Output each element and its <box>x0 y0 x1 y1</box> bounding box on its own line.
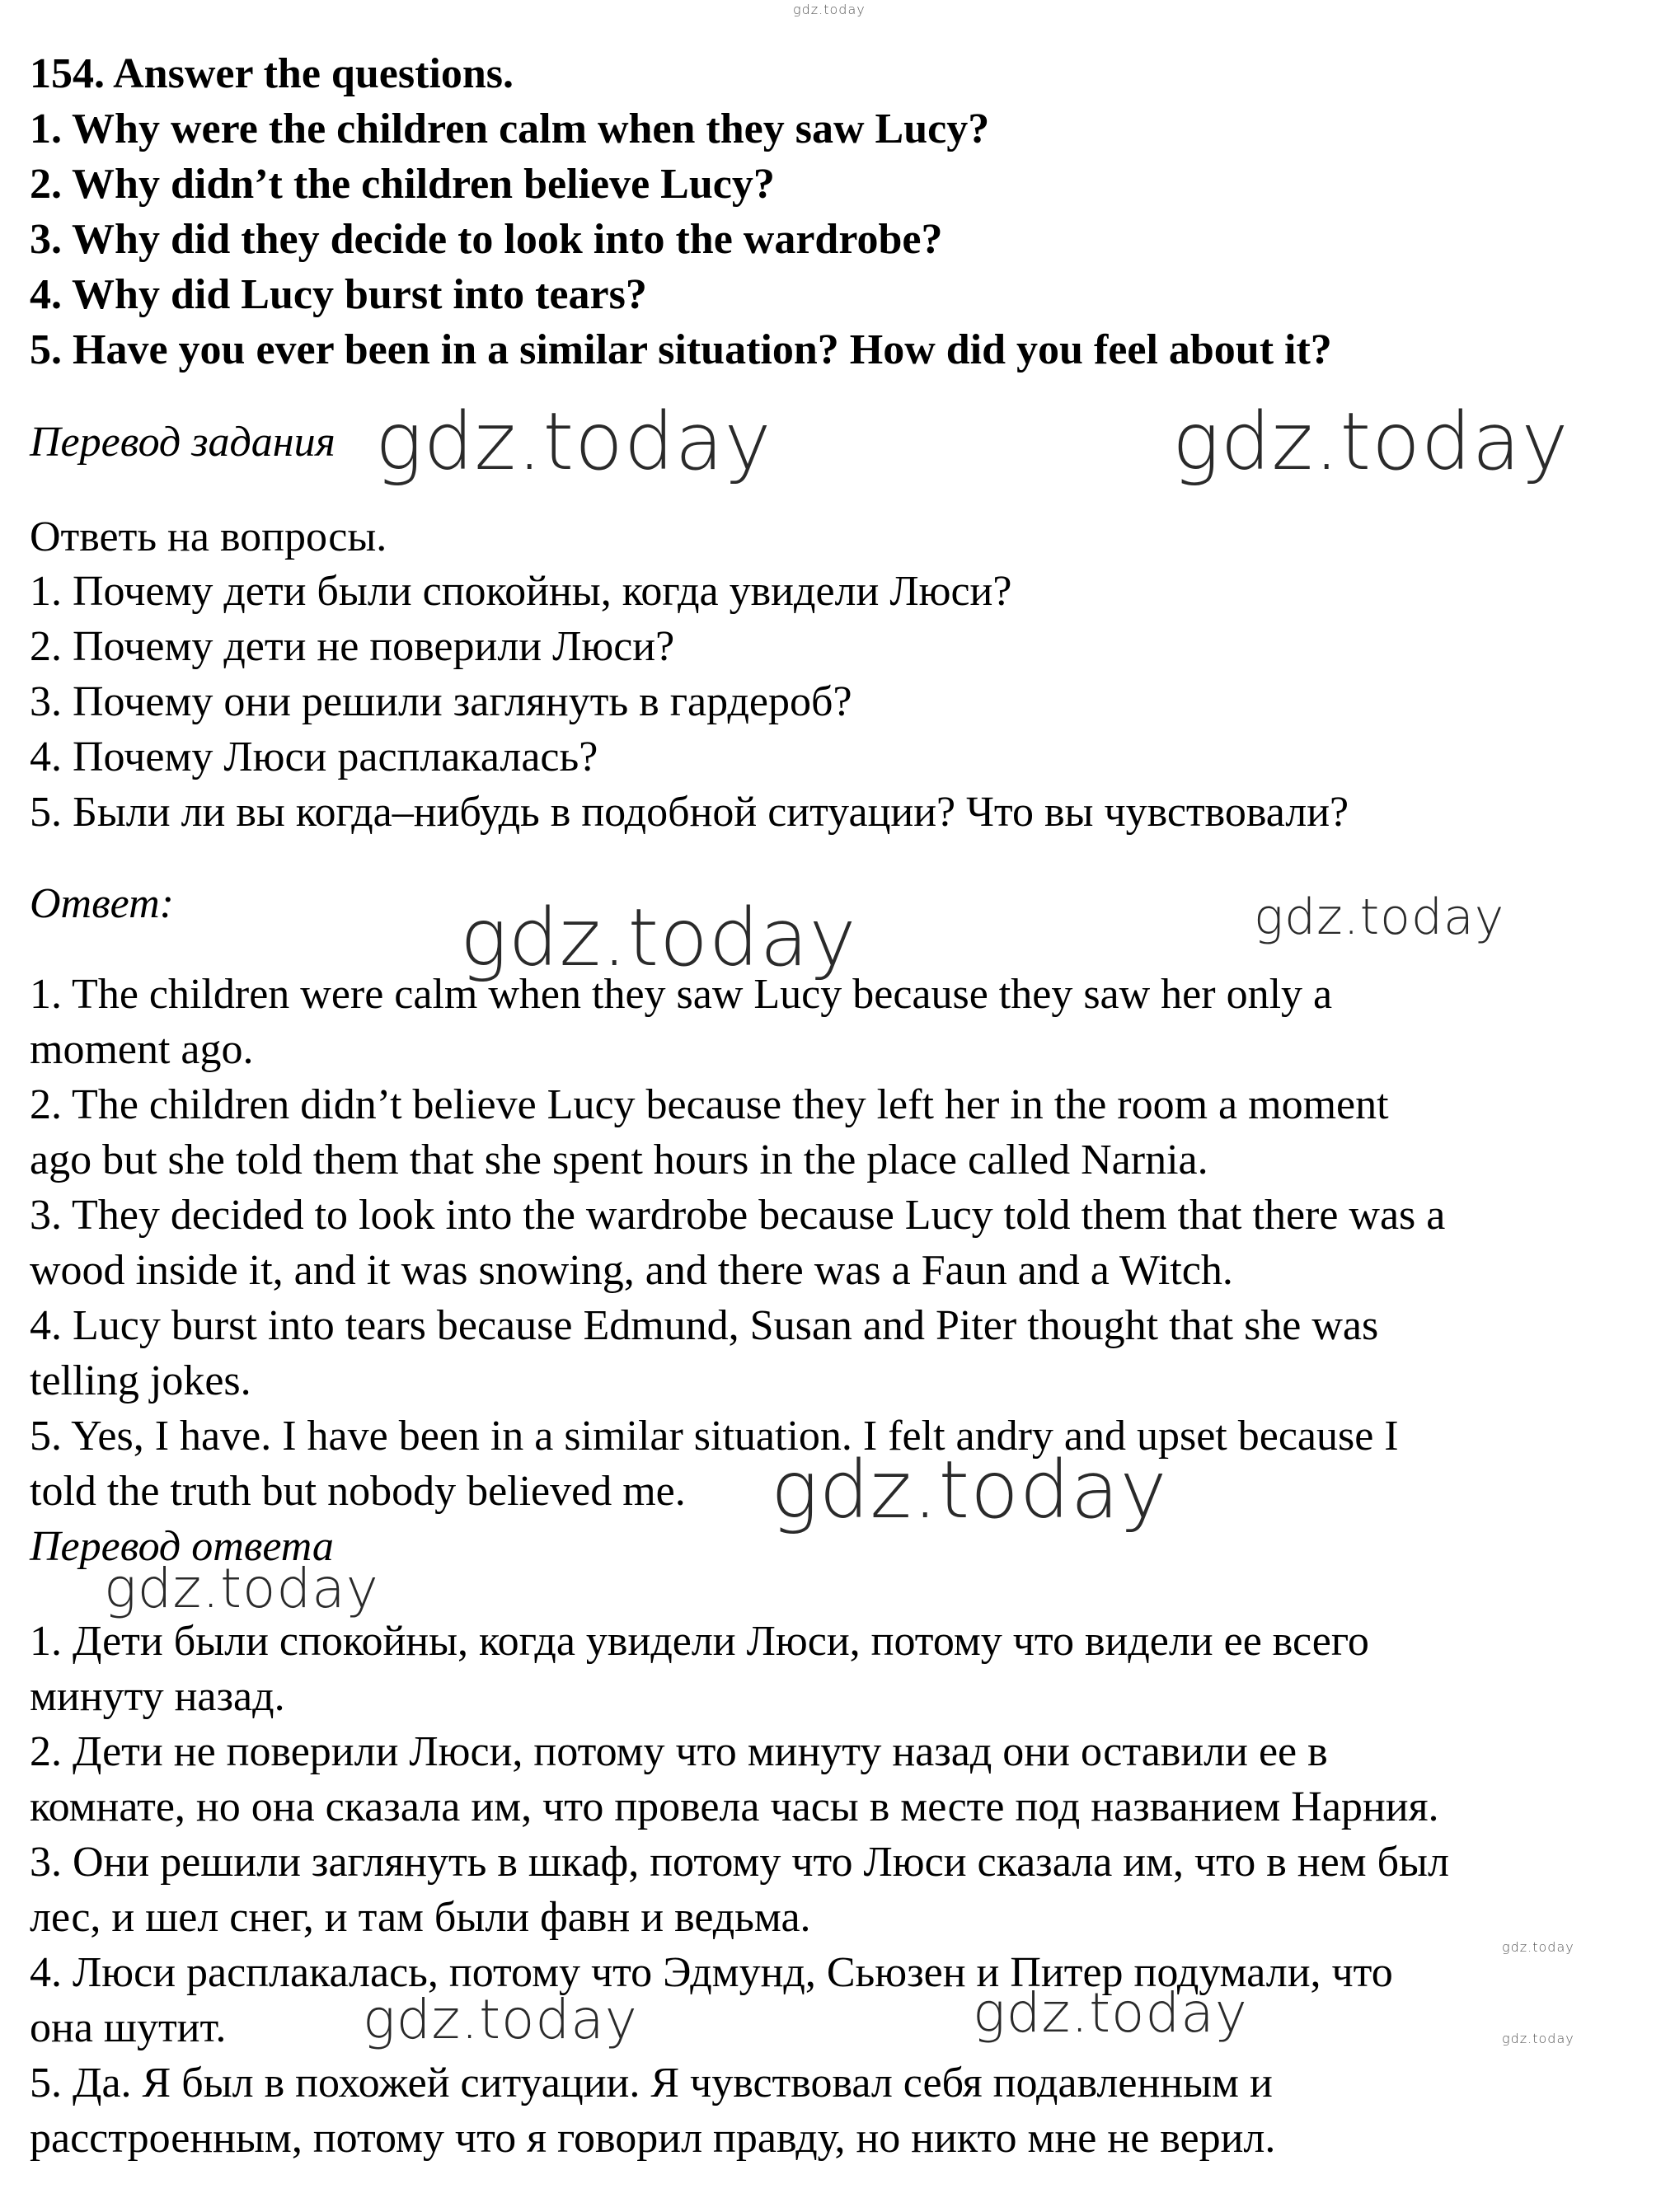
task-translation-question-4: 4. Почему Люси расплакалась? <box>30 733 598 780</box>
answer-line-9: 5. Yes, I have. I have been in a similar situation. I felt andry and upset because I <box>30 1413 1399 1460</box>
answer-translation-line-7: 4. Люси расплакалась, потому что Эдмунд, Сьюзен и Питер подумали, что <box>30 1949 1393 1996</box>
exercise-title: 154. Answer the questions. <box>30 50 514 97</box>
task-translation-heading: Перевод задания <box>30 419 335 466</box>
question-5: 5. Have you ever been in a similar situation? How did you feel about it? <box>30 326 1332 373</box>
watermark-task-2: gdz.today <box>1172 396 1570 488</box>
answer-line-4: ago but she told them that she spent hours in the place called Narnia. <box>30 1136 1208 1183</box>
answer-line-1: 1. The children were calm when they saw Lucy because they saw her only a <box>30 971 1333 1018</box>
answer-line-10: told the truth but nobody believed me. <box>30 1468 686 1515</box>
task-translation-question-3: 3. Почему они решили заглянуть в гардероб? <box>30 678 852 725</box>
watermark-side-2: gdz.today <box>1502 2031 1574 2046</box>
task-translation-question-1: 1. Почему дети были спокойны, когда увидели Люси? <box>30 568 1012 615</box>
question-3: 3. Why did they decide to look into the wardrobe? <box>30 216 943 263</box>
answer-translation-line-4: комнате, но она сказала им, что провела часы в месте под названием Нарния. <box>30 1783 1439 1830</box>
watermark-task-1: gdz.today <box>375 396 772 488</box>
question-4: 4. Why did Lucy burst into tears? <box>30 271 647 318</box>
question-2: 2. Why didn’t the children believe Lucy? <box>30 161 775 208</box>
watermark-translation-1: gdz.today <box>104 1557 379 1620</box>
watermark-translation-2: gdz.today <box>363 1988 638 2051</box>
answer-line-8: telling jokes. <box>30 1357 251 1404</box>
watermark-answer-3: gdz.today <box>771 1444 1168 1536</box>
answer-line-2: moment ago. <box>30 1026 254 1073</box>
watermark-translation-3: gdz.today <box>973 1981 1248 2045</box>
answer-translation-heading: Перевод ответа <box>30 1523 334 1570</box>
answer-line-7: 4. Lucy burst into tears because Edmund, Susan and Piter thought that she was <box>30 1302 1379 1349</box>
answer-translation-line-8: она шутит. <box>30 2004 227 2051</box>
answer-translation-line-10: расстроенным, потому что я говорил правду, но никто мне не верил. <box>30 2115 1276 2162</box>
answer-line-3: 2. The children didn’t believe Lucy because they left her in the room a moment <box>30 1081 1389 1128</box>
task-translation-title: Ответь на вопросы. <box>30 513 387 560</box>
watermark-side-1: gdz.today <box>1502 1939 1574 1955</box>
answer-translation-line-5: 3. Они решили заглянуть в шкаф, потому что Люси сказала им, что в нем был <box>30 1839 1449 1886</box>
answer-line-5: 3. They decided to look into the wardrobe because Lucy told them that there was a <box>30 1192 1446 1239</box>
watermark-top: gdz.today <box>793 2 866 17</box>
answer-line-6: wood inside it, and it was snowing, and there was a Faun and a Witch. <box>30 1247 1233 1294</box>
answer-translation-line-1: 1. Дети были спокойны, когда увидели Люси, потому что видели ее всего <box>30 1618 1369 1665</box>
answer-translation-line-9: 5. Да. Я был в похожей ситуации. Я чувствовал себя подавленным и <box>30 2060 1273 2107</box>
answer-translation-line-3: 2. Дети не поверили Люси, потому что минуту назад они оставили ее в <box>30 1728 1328 1775</box>
answer-translation-line-2: минуту назад. <box>30 1673 285 1720</box>
watermark-answer-1: gdz.today <box>460 892 857 984</box>
answer-heading: Ответ: <box>30 880 174 927</box>
answer-translation-line-6: лес, и шел снег, и там были фавн и ведьма. <box>30 1894 811 1941</box>
question-1: 1. Why were the children calm when they saw Lucy? <box>30 105 990 152</box>
task-translation-question-2: 2. Почему дети не поверили Люси? <box>30 623 675 670</box>
task-translation-question-5: 5. Были ли вы когда–нибудь в подобной ситуации? Что вы чувствовали? <box>30 789 1349 836</box>
watermark-answer-2: gdz.today <box>1254 888 1505 946</box>
